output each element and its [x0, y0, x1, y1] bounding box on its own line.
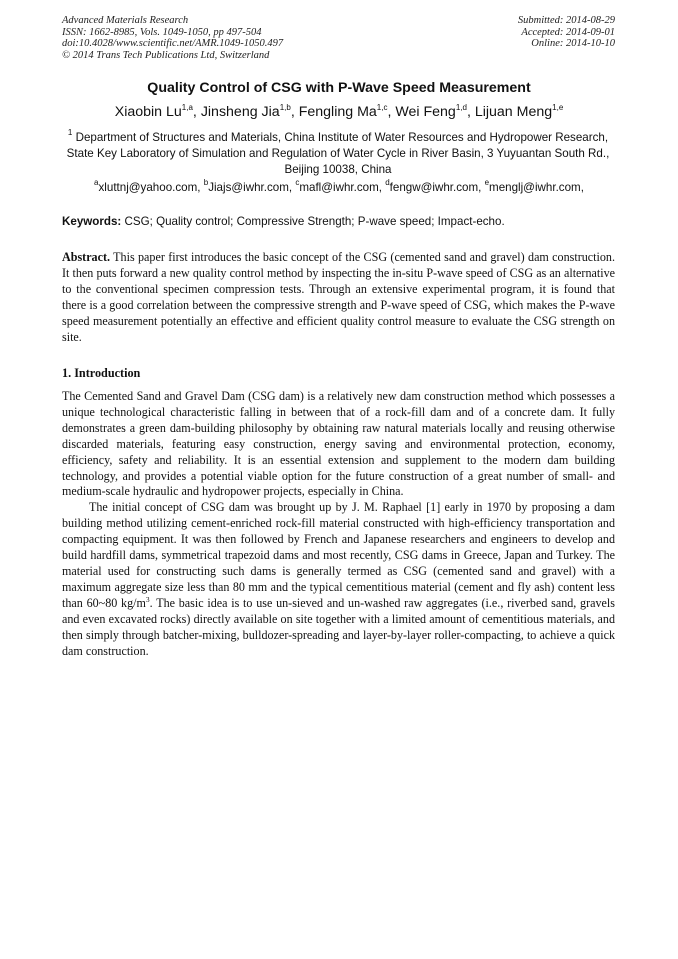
affiliation-text: Department of Structures and Materials, China Institute of Water Resources and Hydropower Research, State Key Laboratory of Simulation and Regulation of Water Cycle in River Basin, 3 Yuyuantan South Rd., Beijing 10038, China	[66, 131, 610, 176]
submitted-date: Submitted: 2014-08-29	[517, 15, 615, 26]
author-name: Lijuan Meng	[474, 104, 553, 120]
author-name: Jinsheng Jia	[200, 104, 280, 120]
journal-header-left	[62, 15, 283, 61]
email-link[interactable]: xluttnj@yahoo.com	[98, 181, 198, 194]
email-link[interactable]: menglj@iwhr.com	[489, 181, 581, 194]
journal-name: Advanced Materials Research	[62, 15, 189, 26]
email-mark: e	[484, 178, 490, 187]
intro-paragraph-2-text-cont: . The basic idea is to use un-sieved and un-washed raw aggregates (i.e., riverbed sand, gravels and even excavated rocks) directly available on site together with a limited amount of cementitious materials, and then simply through batcher-mixing, bulldozer-spreading and layer-by-layer roller-compacting, to achieve a quick dam construction.	[62, 595, 615, 658]
author-affiliation-mark: 1,a	[181, 103, 193, 112]
email-link[interactable]: Jiajs@iwhr.com	[208, 181, 289, 194]
email-mark: d	[385, 178, 390, 187]
copyright-line: © 2014 Trans Tech Publications Ltd, Switzerland	[62, 49, 270, 61]
intro-paragraph-1: The Cemented Sand and Gravel Dam (CSG dam) is a relatively new dam construction method which possesses a unique technological characteristic falling in between that of a rock-fill dam and of a concrete dam. It fully demonstrates a green dam-building philosophy by obtaining raw natural materials locally and reusing otherwise discarded materials, featuring easy construction, energy saving and environmental protection, economy, efficiency, safety and reliability. It is an essential extension and supplement to the modern dam building technology, and provides a potential viable option for the future construction of a great number of small- and medium-scale hydraulic and hydropower projects, especially in China.	[62, 389, 615, 499]
intro-paragraph-2	[62, 500, 615, 659]
affiliation	[62, 130, 614, 177]
issn-line: ISSN: 1662-8985, Vols. 1049-1050, pp 497-504	[62, 26, 262, 38]
keywords	[62, 215, 622, 228]
abstract	[62, 250, 615, 345]
unit-superscript: 3	[145, 594, 150, 604]
paper-title: Quality Control of CSG with P-Wave Speed Measurement	[147, 80, 531, 96]
author-affiliation-mark: 1,e	[552, 103, 564, 112]
accepted-date: Accepted: 2014-09-01	[521, 26, 615, 38]
keywords-text: CSG; Quality control; Compressive Strength; P-wave speed; Impact-echo.	[121, 215, 505, 228]
author-affiliation-mark: 1,b	[279, 103, 291, 112]
email-link[interactable]: mafl@iwhr.com	[299, 181, 379, 194]
section-heading: 1. Introduction	[62, 366, 141, 380]
author-name: Wei Feng	[395, 104, 456, 120]
email-mark: a	[94, 178, 99, 187]
email-mark: b	[203, 178, 209, 187]
author-affiliation-mark: 1,d	[455, 103, 467, 112]
doi-line: doi:10.4028/www.scientific.net/AMR.1049-1050.497	[62, 38, 284, 50]
author-affiliation-mark: 1,c	[376, 103, 388, 112]
abstract-text: This paper first introduces the basic concept of the CSG (cemented sand and gravel) dam construction. It then puts forward a new quality control method by inspecting the in-situ P-wave speed of CSG as an alternative to the conventional specimen compression tests. Through an extensive experimental program, it is found that there is a good correlation between the compressive strength and P-wave speed of CSG, which makes the P-wave speed measurement potentially an effective and efficient quality control measure to evaluate the CSG strength on site.	[62, 250, 615, 344]
author-list: Xiaobin Lu$^{1,a}$, Jinsheng Jia$^{1,b}$, Fengling Ma$^{1,c}$, Wei Feng$^{1,d}$, Lijuan Meng$^{1,e}$	[114, 103, 564, 120]
email-mark: c	[295, 178, 300, 187]
email-list: $^a$xluttnj@yahoo.com, $^b$Jiajs@iwhr.com, $^c$mafl@iwhr.com, $^d$fengw@iwhr.com, $^e$menglj@iwhr.com,	[94, 178, 584, 194]
intro-paragraph-2-text: The initial concept of CSG dam was brought up by J. M. Raphael [1] early in 1970 by proposing a dam building method utilizing cement-enriched rock-fill material constructed with high-efficiency transportation and compacting equipment. It was then followed by French and Japanese researchers and engineers to develop and build hardfill dams, symmetrical trapezoid dams and most recently, CSG dams in Greece, Japan and Turkey. The material used for constructing such dams is generally termed as CSG (cemented sand and gravel) with a maximum aggregate size less than 80 mm and the typical cementitious material (cement and fly ash) content less than 60~80 kg/m	[62, 500, 615, 610]
introduction-body	[62, 389, 615, 659]
abstract-label: Abstract.	[62, 250, 111, 264]
author-name: Fengling Ma	[298, 104, 377, 120]
affiliation-mark: 1	[67, 128, 73, 137]
journal-header-right	[518, 15, 615, 50]
keywords-label: Keywords:	[62, 215, 122, 228]
email-link[interactable]: fengw@iwhr.com	[389, 181, 479, 194]
online-date: Online: 2014-10-10	[531, 38, 615, 50]
author-name: Xiaobin Lu	[114, 104, 182, 120]
